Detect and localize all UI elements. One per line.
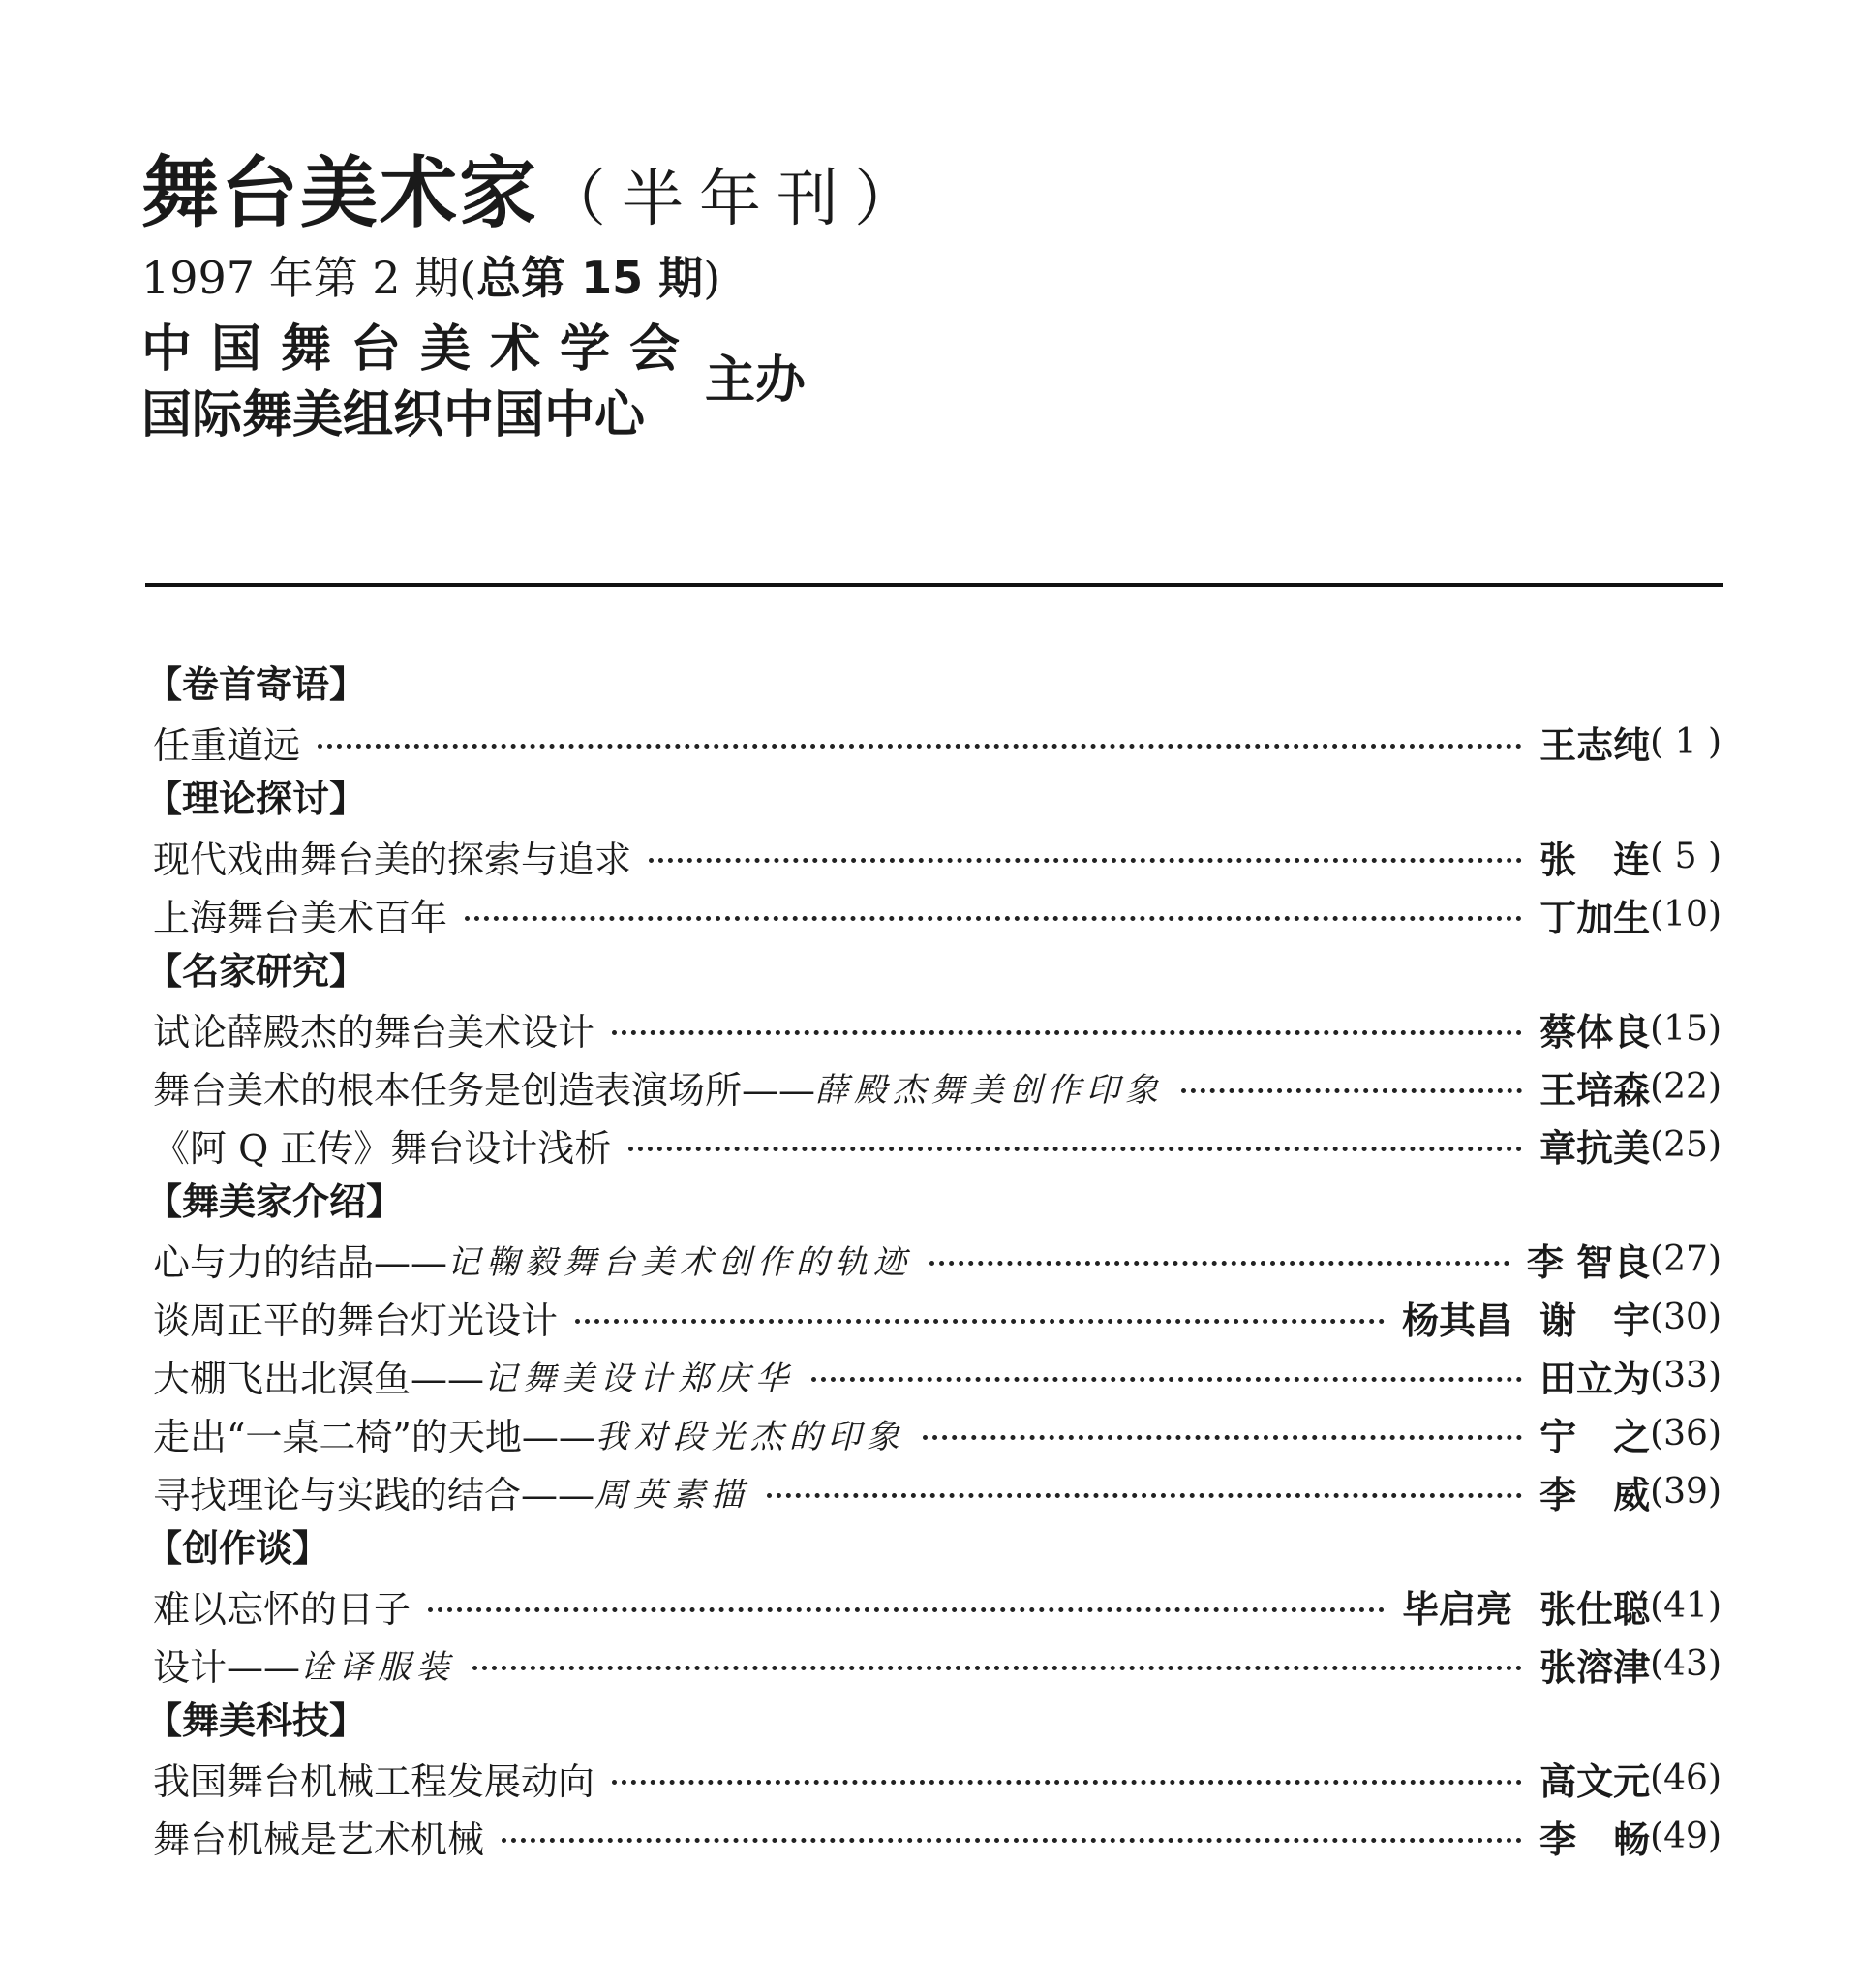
author-name: 张溶津 (1539, 1645, 1651, 1689)
dot-leader (649, 858, 1522, 863)
author-name: 高文元 (1539, 1759, 1651, 1803)
entry-title: 设计—— (153, 1645, 301, 1689)
entry-title: 现代戏曲舞台美的探索与追求 (153, 838, 632, 881)
organizer-1: 中国舞台美术学会 (141, 320, 700, 379)
entry-authors (1539, 1349, 1722, 1402)
dot-leader (1181, 1088, 1522, 1093)
page-number: (25) (1650, 1124, 1722, 1165)
page-number: ( 1 ) (1650, 721, 1722, 762)
author-name: 宁 之 (1539, 1415, 1651, 1458)
entry-authors (1402, 1291, 1722, 1344)
entry-title: 上海舞台美术百年 (153, 896, 448, 939)
page-number: (43) (1650, 1643, 1722, 1684)
dot-leader (628, 1147, 1522, 1151)
divider-rule (145, 583, 1723, 587)
toc-entry (145, 713, 1722, 771)
author-name: 杨其昌 (1402, 1299, 1513, 1342)
toc-entry (145, 1807, 1722, 1865)
entry-authors (1539, 888, 1722, 941)
author-name: 毕启亮 (1402, 1587, 1513, 1631)
page-number: (39) (1650, 1471, 1722, 1512)
journal-title: 舞台美术家 (141, 148, 538, 238)
sponsors (141, 317, 931, 448)
section-heading: 【卷首寄语】 (145, 663, 367, 706)
toc-entry (145, 1288, 1722, 1346)
masthead (141, 148, 931, 448)
page-number: (15) (1650, 1008, 1722, 1049)
section-heading: 【名家研究】 (145, 950, 367, 993)
entry-subtitle: 我对段光杰的印象 (594, 1417, 905, 1456)
author-name: 张仕聪 (1539, 1587, 1651, 1631)
section-heading: 【舞美科技】 (145, 1699, 367, 1742)
author-name: 章抗美 (1539, 1126, 1651, 1170)
entry-title: 试论薛殿杰的舞台美术设计 (153, 1010, 595, 1054)
dot-leader (575, 1319, 1385, 1324)
entry-authors (1539, 1752, 1722, 1805)
entry-authors (1539, 1060, 1722, 1114)
toc-entry (145, 1116, 1722, 1174)
page-number: (41) (1650, 1585, 1722, 1626)
author-name: 田立为 (1539, 1357, 1651, 1400)
author-name: 李 威 (1539, 1473, 1651, 1516)
section-heading: 【理论探讨】 (145, 778, 367, 820)
toc-entry (145, 1576, 1722, 1635)
author-name: 王志纯 (1539, 723, 1651, 767)
author-name: 李 智良 (1526, 1240, 1651, 1284)
page-number: (27) (1650, 1239, 1722, 1279)
toc-entry (145, 1346, 1722, 1404)
entry-authors (1527, 1233, 1722, 1286)
dot-leader (612, 1030, 1522, 1035)
organizer-role: 主办 (705, 352, 807, 411)
section-heading: 【创作谈】 (145, 1527, 330, 1570)
dot-leader (767, 1493, 1522, 1498)
journal-frequency: （半年刊） (544, 164, 931, 235)
dot-leader (811, 1377, 1522, 1382)
toc-entry (145, 1635, 1722, 1693)
page-number: (33) (1650, 1355, 1722, 1395)
author-name: 李 畅 (1539, 1818, 1651, 1861)
entry-subtitle: 诠译服装 (300, 1647, 456, 1687)
entry-authors (1539, 830, 1722, 883)
issue-close: ) (703, 252, 721, 304)
entry-subtitle: 周英素描 (594, 1475, 750, 1514)
entry-title: 大棚飞出北溟鱼—— (153, 1357, 485, 1400)
entry-subtitle: 薛殿杰舞美创作印象 (815, 1070, 1165, 1110)
issue-total: 总第 15 期 (476, 252, 704, 304)
entry-authors (1539, 1118, 1722, 1172)
dot-leader (930, 1261, 1509, 1266)
entry-title: 难以忘怀的日子 (153, 1587, 411, 1631)
toc-entry (145, 1230, 1722, 1288)
entry-subtitle: 记舞美设计郑庆华 (484, 1359, 795, 1398)
entry-title: 心与力的结晶—— (153, 1240, 448, 1284)
entry-authors (1539, 716, 1722, 769)
dot-leader (472, 1666, 1522, 1670)
entry-title: 舞台机械是艺术机械 (153, 1818, 485, 1861)
toc-entry (145, 827, 1722, 885)
page-number: (36) (1650, 1413, 1722, 1453)
dot-leader (428, 1607, 1385, 1612)
entry-title: 寻找理论与实践的结合—— (153, 1473, 595, 1516)
dot-leader (465, 916, 1522, 921)
entry-title: 舞台美术的根本任务是创造表演场所—— (153, 1068, 816, 1112)
entry-authors (1539, 1407, 1722, 1460)
entry-title: 我国舞台机械工程发展动向 (153, 1759, 595, 1803)
entry-authors (1539, 1637, 1722, 1691)
toc-entry (145, 885, 1722, 943)
entry-authors (1539, 1810, 1722, 1863)
section-heading: 【舞美家介绍】 (145, 1180, 404, 1223)
dot-leader (923, 1435, 1522, 1440)
author-name: 王培森 (1539, 1068, 1651, 1112)
page-number: (49) (1650, 1816, 1722, 1856)
dot-leader (318, 744, 1522, 749)
author-name: 丁加生 (1539, 896, 1651, 939)
entry-authors (1539, 1002, 1722, 1055)
page-number: ( 5 ) (1650, 836, 1722, 876)
author-name: 谢 宇 (1539, 1299, 1651, 1342)
sponsor-names (141, 317, 699, 448)
entry-authors (1539, 1465, 1722, 1518)
page-number: (10) (1650, 894, 1722, 934)
dot-leader (502, 1838, 1522, 1843)
toc-entry (145, 1057, 1722, 1116)
toc-entry (145, 1462, 1722, 1520)
page-number: (30) (1650, 1297, 1722, 1337)
dot-leader (612, 1780, 1522, 1785)
author-name: 张 连 (1539, 838, 1651, 881)
issue-info (141, 254, 931, 303)
entry-title: 谈周正平的舞台灯光设计 (153, 1299, 559, 1342)
entry-title: 走出“一桌二椅”的天地—— (153, 1415, 595, 1458)
journal-title-row (141, 148, 931, 238)
entry-title: 任重道远 (153, 723, 301, 767)
toc-entry (145, 1749, 1722, 1807)
entry-subtitle: 记鞠毅舞台美术创作的轨迹 (447, 1242, 913, 1282)
toc-entry (145, 999, 1722, 1057)
entry-authors (1402, 1579, 1722, 1633)
page-number: (46) (1650, 1758, 1722, 1798)
toc-entry (145, 1404, 1722, 1462)
author-name: 蔡体良 (1539, 1010, 1651, 1054)
issue-number: 1997 年第 2 期( (141, 252, 477, 304)
entry-title: 《阿 Q 正传》舞台设计浅析 (153, 1126, 612, 1170)
organizer-2: 国际舞美组织中国中心 (141, 385, 646, 444)
table-of-contents (145, 657, 1722, 1865)
page-number: (22) (1650, 1066, 1722, 1107)
